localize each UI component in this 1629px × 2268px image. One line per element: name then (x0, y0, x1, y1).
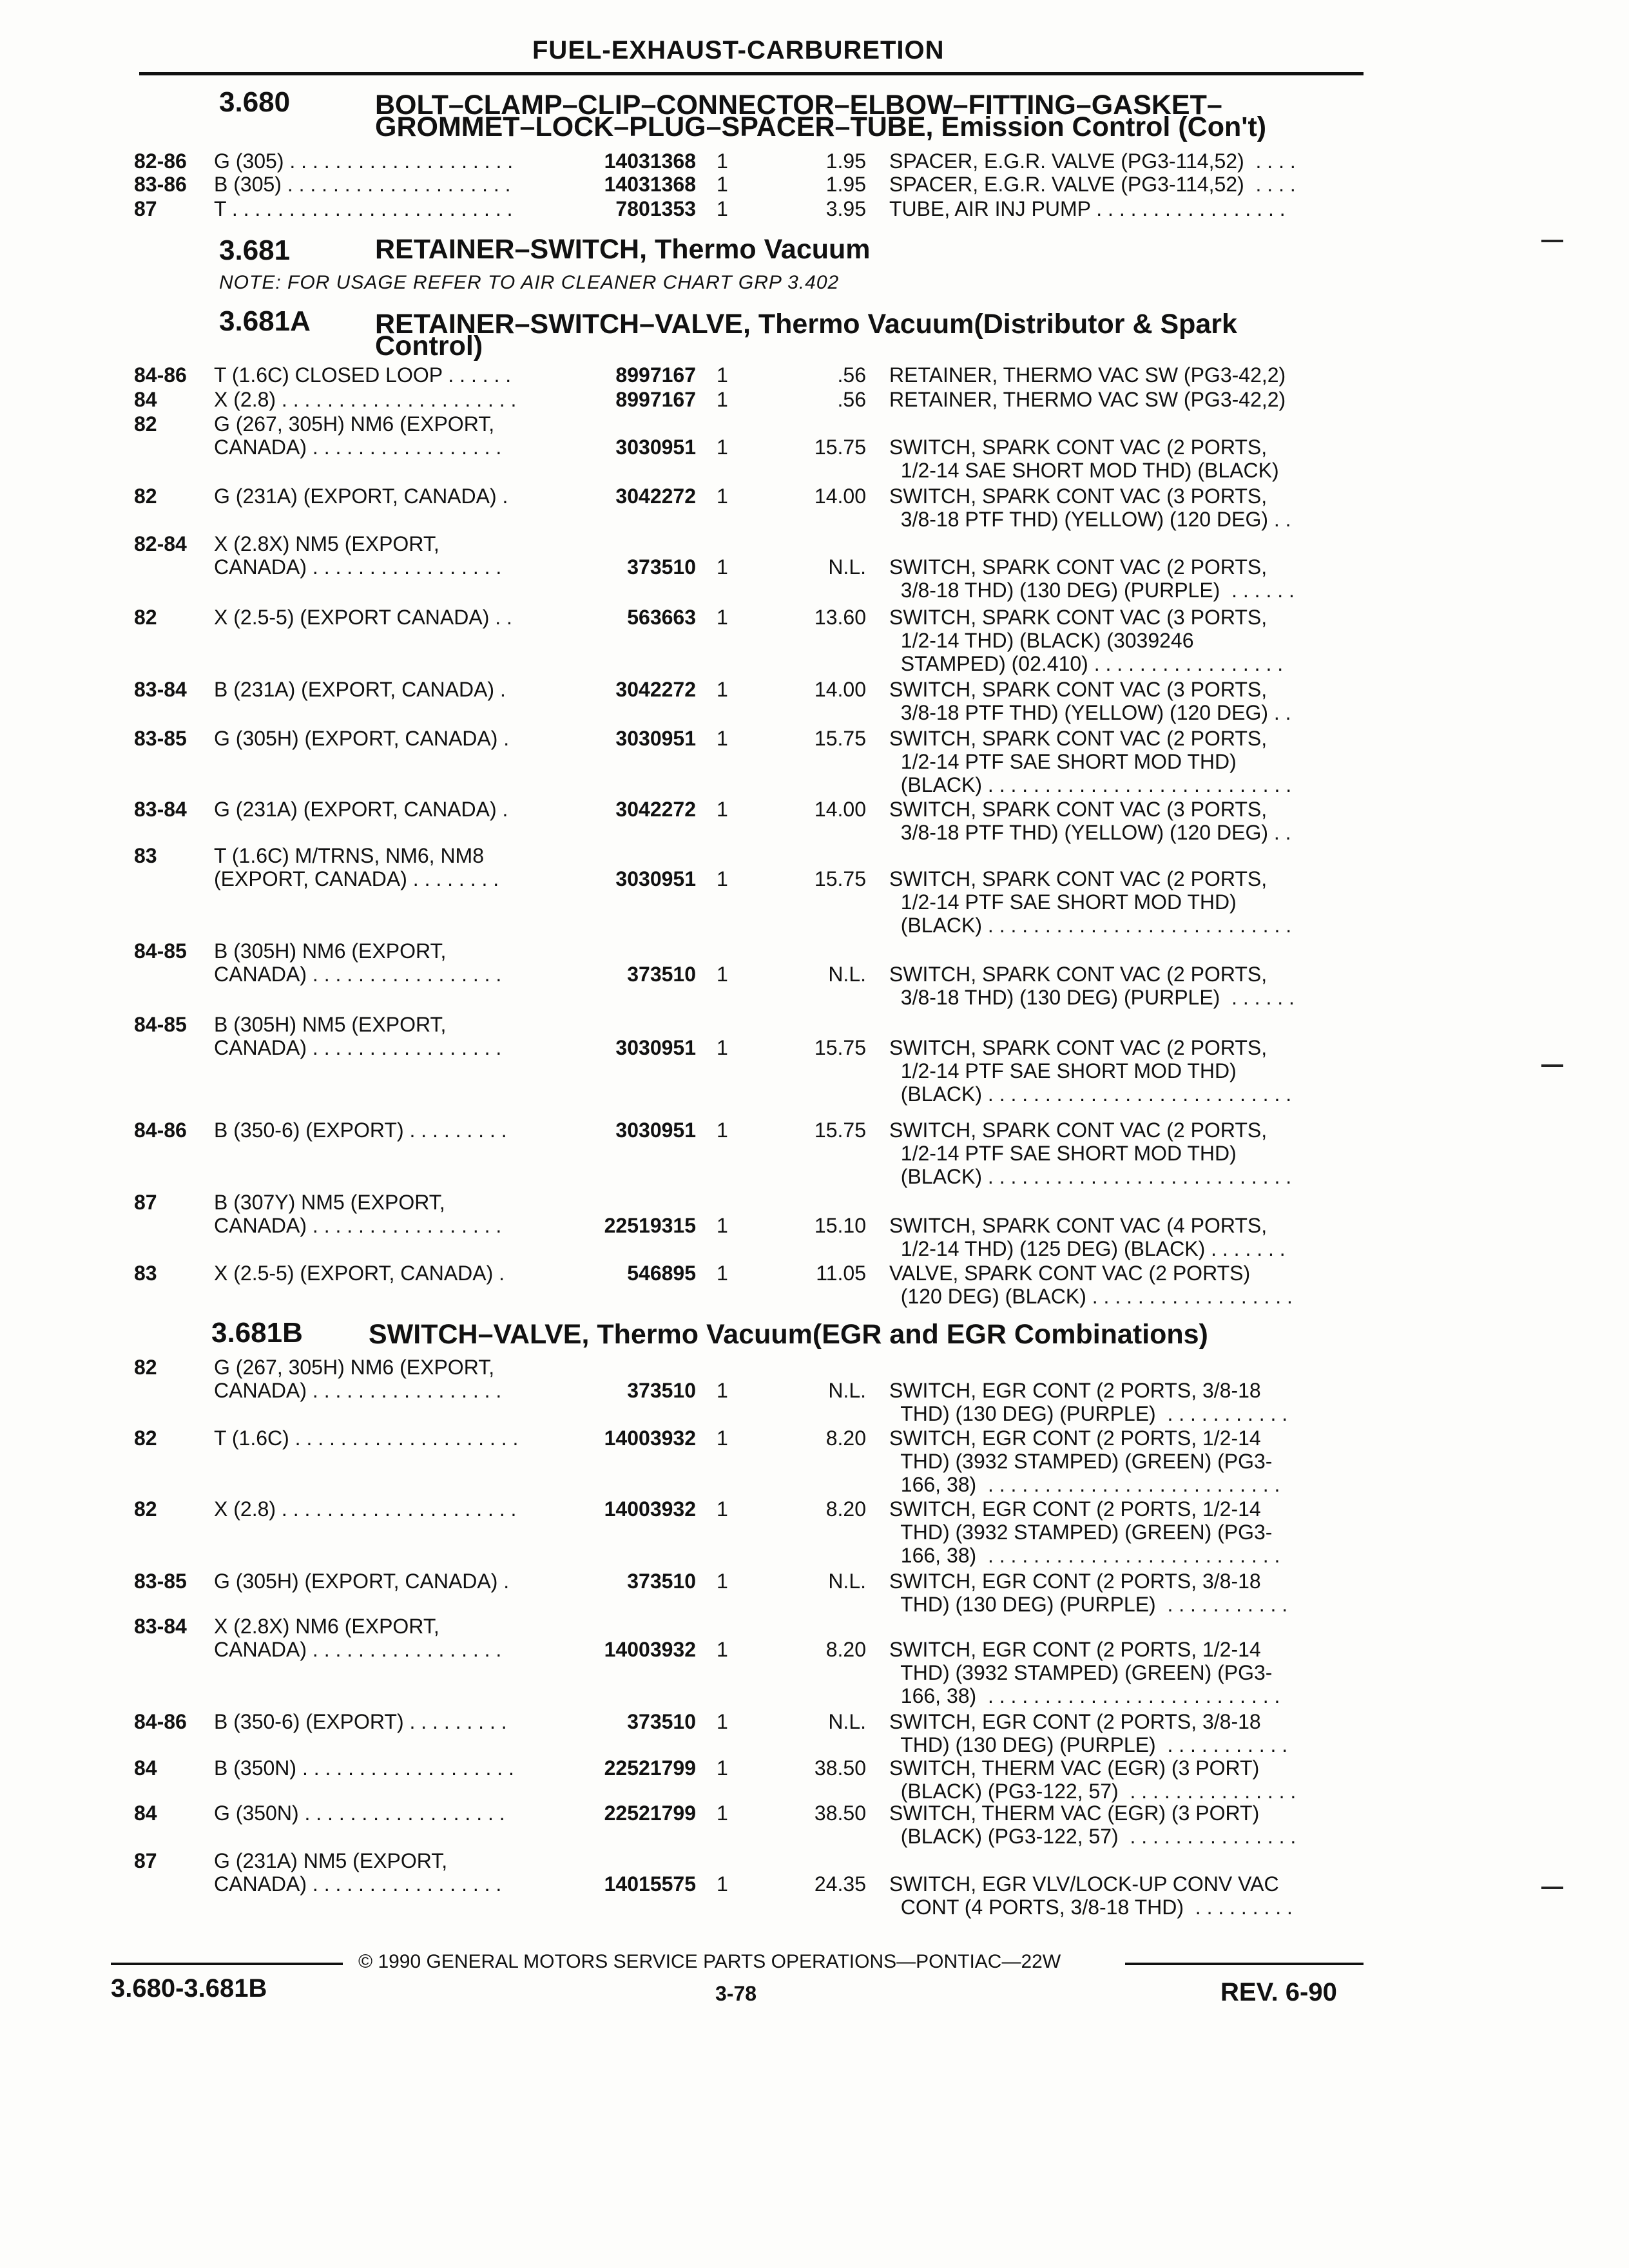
description: SWITCH, THERM VAC (EGR) (3 PORT) (BLACK) (PG3-122, 57) . . . . . . . . . . . . . . . (889, 1802, 1296, 1848)
price: 8.20 (825, 1497, 866, 1521)
quantity: 1 (717, 798, 728, 821)
description: SWITCH, EGR VLV/LOCK-UP CONV VAC CONT (4 PORTS, 3/8-18 THD) . . . . . . . . . (889, 1872, 1293, 1919)
application: B (231A) (EXPORT, CANADA) . (214, 678, 506, 701)
footer-rule-left (111, 1963, 343, 1965)
part-number: 3030951 (615, 727, 696, 750)
footer-page-range: 3.680-3.681B (111, 1974, 267, 2003)
quantity: 1 (717, 1802, 728, 1825)
price: 14.00 (814, 485, 866, 508)
model-year: 87 (134, 197, 157, 220)
price: .56 (837, 388, 866, 411)
description: SWITCH, SPARK CONT VAC (2 PORTS, 1/2-14 PTF SAE SHORT MOD THD) (BLACK) . . . . . . . . . . . . . . . . . . . . . . . . . . . (889, 867, 1292, 937)
quantity: 1 (717, 963, 728, 986)
model-year: 84-85 (134, 1013, 187, 1036)
price: 14.00 (814, 678, 866, 701)
part-number: 22521799 (604, 1802, 696, 1825)
quantity: 1 (717, 606, 728, 629)
margin-mark (1541, 1887, 1563, 1889)
quantity: 1 (717, 1497, 728, 1521)
price: 8.20 (825, 1427, 866, 1450)
page-header: FUEL-EXHAUST-CARBURETION (532, 36, 945, 64)
application: T (1.6C) . . . . . . . . . . . . . . . . . . . . (214, 1427, 519, 1450)
price: 1.95 (825, 173, 866, 196)
application: X (2.5-5) (EXPORT, CANADA) . (214, 1262, 505, 1285)
part-number: 8997167 (615, 388, 696, 411)
application: X (2.8) . . . . . . . . . . . . . . . . . . . . . (214, 388, 517, 411)
model-year: 83-84 (134, 1615, 187, 1638)
model-year: 82 (134, 412, 157, 436)
quantity: 1 (717, 1638, 728, 1661)
description: SWITCH, EGR CONT (2 PORTS, 3/8-18 THD) (130 DEG) (PURPLE) . . . . . . . . . . . (889, 1570, 1288, 1616)
margin-mark (1541, 240, 1563, 242)
part-number: 22521799 (604, 1756, 696, 1780)
part-number: 3030951 (615, 436, 696, 459)
description: VALVE, SPARK CONT VAC (2 PORTS) (120 DEG) (BLACK) . . . . . . . . . . . . . . . . . . (889, 1262, 1293, 1308)
price: 15.75 (814, 1119, 866, 1142)
section-title-3680: BOLT–CLAMP–CLIP–CONNECTOR–ELBOW–FITTING–GASKET– GROMMET–LOCK–PLUG–SPACER–TUBE, Emission Control (Con't) (375, 90, 1267, 142)
description: SWITCH, SPARK CONT VAC (3 PORTS, 3/8-18 PTF THD) (YELLOW) (120 DEG) . . (889, 485, 1291, 531)
description: SWITCH, SPARK CONT VAC (4 PORTS, 1/2-14 THD) (125 DEG) (BLACK) . . . . . . . (889, 1214, 1286, 1260)
section-number-3680: 3.680 (219, 86, 291, 118)
description: SWITCH, EGR CONT (2 PORTS, 1/2-14 THD) (3932 STAMPED) (GREEN) (PG3- 166, 38) . . . . . . . . . . . . . . . . . . . . . . . . . . (889, 1638, 1280, 1707)
application: X (2.8) . . . . . . . . . . . . . . . . . . . . . (214, 1497, 517, 1521)
application: B (305H) NM6 (EXPORT, CANADA) . . . . . . . . . . . . . . . . . (214, 939, 502, 986)
quantity: 1 (717, 1262, 728, 1285)
application: B (350-6) (EXPORT) . . . . . . . . . (214, 1710, 507, 1733)
quantity: 1 (717, 1756, 728, 1780)
quantity: 1 (717, 1036, 728, 1059)
footer-copyright: © 1990 GENERAL MOTORS SERVICE PARTS OPERATIONS—PONTIAC—22W (358, 1951, 1061, 1972)
quantity: 1 (717, 485, 728, 508)
description: SWITCH, SPARK CONT VAC (2 PORTS, 1/2-14 PTF SAE SHORT MOD THD) (BLACK) . . . . . . . . . . . . . . . . . . . . . . . . . . . (889, 1036, 1292, 1106)
quantity: 1 (717, 363, 728, 387)
description: SWITCH, THERM VAC (EGR) (3 PORT) (BLACK) (PG3-122, 57) . . . . . . . . . . . . . . . (889, 1756, 1296, 1803)
quantity: 1 (717, 388, 728, 411)
part-number: 563663 (627, 606, 696, 629)
price: 11.05 (816, 1262, 866, 1285)
application: G (350N) . . . . . . . . . . . . . . . . . . (214, 1802, 505, 1825)
quantity: 1 (717, 173, 728, 196)
part-number: 14003932 (604, 1638, 696, 1661)
price: 38.50 (814, 1756, 866, 1780)
price: 14.00 (814, 798, 866, 821)
application: G (267, 305H) NM6 (EXPORT, CANADA) . . . . . . . . . . . . . . . . . (214, 1356, 502, 1402)
application: T (1.6C) CLOSED LOOP . . . . . . (214, 363, 512, 387)
section-note-3681: NOTE: FOR USAGE REFER TO AIR CLEANER CHART GRP 3.402 (219, 272, 840, 293)
application: G (267, 305H) NM6 (EXPORT, CANADA) . . . . . . . . . . . . . . . . . (214, 412, 502, 459)
section-title-3681: RETAINER–SWITCH, Thermo Vacuum (375, 234, 871, 265)
quantity: 1 (717, 197, 728, 220)
part-number: 14003932 (604, 1497, 696, 1521)
price: 15.75 (814, 436, 866, 459)
application: G (305) . . . . . . . . . . . . . . . . . . . . (214, 149, 514, 173)
section-number-3681b: 3.681B (211, 1317, 303, 1349)
part-number: 14003932 (604, 1427, 696, 1450)
model-year: 83 (134, 844, 157, 867)
description: SWITCH, SPARK CONT VAC (3 PORTS, 3/8-18 PTF THD) (YELLOW) (120 DEG) . . (889, 678, 1291, 724)
application: T . . . . . . . . . . . . . . . . . . . . . . . . . (214, 197, 513, 220)
model-year: 83-85 (134, 727, 187, 750)
application: B (350N) . . . . . . . . . . . . . . . . . . . (214, 1756, 514, 1780)
quantity: 1 (717, 867, 728, 890)
price: 1.95 (825, 149, 866, 173)
price: 38.50 (814, 1802, 866, 1825)
quantity: 1 (717, 1119, 728, 1142)
model-year: 82 (134, 1497, 157, 1521)
part-number: 14031368 (604, 149, 696, 173)
price: 15.10 (814, 1214, 866, 1237)
part-number: 14031368 (604, 173, 696, 196)
description: RETAINER, THERMO VAC SW (PG3-42,2) (889, 388, 1286, 411)
description: TUBE, AIR INJ PUMP . . . . . . . . . . . . . . . . . (889, 197, 1286, 220)
price: 13.60 (814, 606, 866, 629)
model-year: 82 (134, 1356, 157, 1379)
description: SWITCH, EGR CONT (2 PORTS, 3/8-18 THD) (130 DEG) (PURPLE) . . . . . . . . . . . (889, 1710, 1288, 1756)
quantity: 1 (717, 149, 728, 173)
header-rule (139, 72, 1364, 75)
description: SWITCH, SPARK CONT VAC (3 PORTS, 3/8-18 PTF THD) (YELLOW) (120 DEG) . . (889, 798, 1291, 844)
model-year: 83-85 (134, 1570, 187, 1593)
description: SWITCH, SPARK CONT VAC (2 PORTS, 3/8-18 THD) (130 DEG) (PURPLE) . . . . . . (889, 555, 1295, 602)
part-number: 373510 (627, 963, 696, 986)
model-year: 84-86 (134, 1710, 187, 1733)
application: G (305H) (EXPORT, CANADA) . (214, 727, 510, 750)
quantity: 1 (717, 1570, 728, 1593)
model-year: 83 (134, 1262, 157, 1285)
part-number: 373510 (627, 555, 696, 579)
quantity: 1 (717, 436, 728, 459)
section-title-3681a: RETAINER–SWITCH–VALVE, Thermo Vacuum(Distributor & Spark Control) (375, 309, 1237, 361)
part-number: 8997167 (615, 363, 696, 387)
description: SWITCH, EGR CONT (2 PORTS, 1/2-14 THD) (3932 STAMPED) (GREEN) (PG3- 166, 38) . . . . . . . . . . . . . . . . . . . . . . . . . . (889, 1427, 1280, 1496)
section-title-3681b: SWITCH–VALVE, Thermo Vacuum(EGR and EGR Combinations) (369, 1319, 1208, 1350)
application: B (305) . . . . . . . . . . . . . . . . . . . . (214, 173, 511, 196)
part-number: 373510 (627, 1570, 696, 1593)
description: SWITCH, EGR CONT (2 PORTS, 3/8-18 THD) (130 DEG) (PURPLE) . . . . . . . . . . . (889, 1379, 1288, 1425)
model-year: 82 (134, 1427, 157, 1450)
application: B (307Y) NM5 (EXPORT, CANADA) . . . . . . . . . . . . . . . . . (214, 1191, 502, 1237)
application: T (1.6C) M/TRNS, NM6, NM8 (EXPORT, CANADA) . . . . . . . . (214, 844, 499, 890)
application: X (2.8X) NM6 (EXPORT, CANADA) . . . . . . . . . . . . . . . . . (214, 1615, 502, 1661)
part-number: 3042272 (615, 485, 696, 508)
quantity: 1 (717, 1872, 728, 1896)
application: G (231A) NM5 (EXPORT, CANADA) . . . . . . . . . . . . . . . . . (214, 1849, 502, 1896)
part-number: 3030951 (615, 1119, 696, 1142)
margin-mark (1541, 1064, 1563, 1067)
price: .56 (837, 363, 866, 387)
model-year: 83-84 (134, 678, 187, 701)
model-year: 84 (134, 1802, 157, 1825)
model-year: 84-86 (134, 1119, 187, 1142)
part-number: 3042272 (615, 678, 696, 701)
model-year: 87 (134, 1849, 157, 1872)
model-year: 82 (134, 485, 157, 508)
description: SPACER, E.G.R. VALVE (PG3-114,52) . . . . (889, 173, 1296, 196)
model-year: 82-84 (134, 532, 187, 555)
application: G (231A) (EXPORT, CANADA) . (214, 485, 508, 508)
description: SWITCH, EGR CONT (2 PORTS, 1/2-14 THD) (3932 STAMPED) (GREEN) (PG3- 166, 38) . . . . . . . . . . . . . . . . . . . . . . . . . . (889, 1497, 1280, 1567)
quantity: 1 (717, 1379, 728, 1402)
part-number: 22519315 (604, 1214, 696, 1237)
price: N.L. (828, 963, 866, 986)
model-year: 84-86 (134, 363, 187, 387)
quantity: 1 (717, 678, 728, 701)
price: 15.75 (814, 1036, 866, 1059)
price: N.L. (828, 1379, 866, 1402)
model-year: 83-86 (134, 173, 187, 196)
model-year: 82-86 (134, 149, 187, 173)
description: SPACER, E.G.R. VALVE (PG3-114,52) . . . . (889, 149, 1296, 173)
model-year: 84 (134, 1756, 157, 1780)
application: G (305H) (EXPORT, CANADA) . (214, 1570, 510, 1593)
part-number: 3030951 (615, 867, 696, 890)
application: B (305H) NM5 (EXPORT, CANADA) . . . . . . . . . . . . . . . . . (214, 1013, 502, 1059)
quantity: 1 (717, 1214, 728, 1237)
description: SWITCH, SPARK CONT VAC (3 PORTS, 1/2-14 THD) (BLACK) (3039246 STAMPED) (02.410) . . . . . . . . . . . . . . . . . (889, 606, 1284, 675)
price: N.L. (828, 1570, 866, 1593)
part-number: 7801353 (615, 197, 696, 220)
price: N.L. (828, 1710, 866, 1733)
model-year: 84-85 (134, 939, 187, 963)
model-year: 83-84 (134, 798, 187, 821)
price: N.L. (828, 555, 866, 579)
application: G (231A) (EXPORT, CANADA) . (214, 798, 508, 821)
price: 3.95 (825, 197, 866, 220)
part-number: 14015575 (604, 1872, 696, 1896)
quantity: 1 (717, 727, 728, 750)
price: 8.20 (825, 1638, 866, 1661)
section-number-3681a: 3.681A (219, 305, 311, 337)
model-year: 82 (134, 606, 157, 629)
part-number: 3042272 (615, 798, 696, 821)
model-year: 87 (134, 1191, 157, 1214)
footer-page-number: 3-78 (715, 1982, 757, 2005)
part-number: 3030951 (615, 1036, 696, 1059)
description: SWITCH, SPARK CONT VAC (2 PORTS, 3/8-18 THD) (130 DEG) (PURPLE) . . . . . . (889, 963, 1295, 1009)
quantity: 1 (717, 1710, 728, 1733)
quantity: 1 (717, 1427, 728, 1450)
part-number: 373510 (627, 1379, 696, 1402)
footer-revision: REV. 6-90 (1220, 1978, 1337, 2006)
footer-rule-right (1125, 1963, 1364, 1965)
section-number-3681: 3.681 (219, 235, 291, 266)
description: SWITCH, SPARK CONT VAC (2 PORTS, 1/2-14 PTF SAE SHORT MOD THD) (BLACK) . . . . . . . . . . . . . . . . . . . . . . . . . . . (889, 1119, 1292, 1188)
part-number: 373510 (627, 1710, 696, 1733)
description: SWITCH, SPARK CONT VAC (2 PORTS, 1/2-14 SAE SHORT MOD THD) (BLACK) (889, 436, 1279, 482)
quantity: 1 (717, 555, 728, 579)
model-year: 84 (134, 388, 157, 411)
part-number: 546895 (627, 1262, 696, 1285)
price: 15.75 (814, 867, 866, 890)
application: X (2.5-5) (EXPORT CANADA) . . (214, 606, 512, 629)
application: X (2.8X) NM5 (EXPORT, CANADA) . . . . . . . . . . . . . . . . . (214, 532, 502, 579)
application: B (350-6) (EXPORT) . . . . . . . . . (214, 1119, 507, 1142)
price: 24.35 (814, 1872, 866, 1896)
price: 15.75 (814, 727, 866, 750)
description: SWITCH, SPARK CONT VAC (2 PORTS, 1/2-14 PTF SAE SHORT MOD THD) (BLACK) . . . . . . . . . . . . . . . . . . . . . . . . . . . (889, 727, 1292, 796)
description: RETAINER, THERMO VAC SW (PG3-42,2) (889, 363, 1286, 387)
